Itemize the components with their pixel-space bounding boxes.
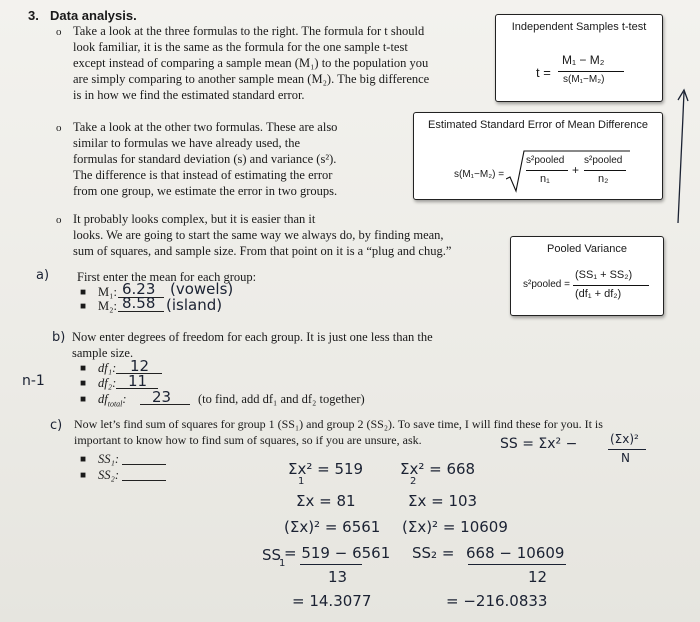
part-b-marker: b): [52, 330, 66, 345]
paragraph-3-line-2: looks. We are going to start the same way we always do, by finding mean,: [73, 228, 444, 242]
dftotal-value[interactable]: 23: [152, 388, 172, 406]
ss-formula-den: N: [621, 451, 630, 465]
part-c-prompt: Now let’s find sum of squares for group 1 (SS₁) and group 2 (SS₂). To save time, I will find these for you. It is: [74, 417, 603, 431]
ss1-denominator: 13: [328, 568, 348, 586]
ss2-denominator: 12: [528, 568, 548, 586]
m2-label: M₂:: [98, 299, 117, 313]
pooled-variance-box-title: Pooled Variance: [547, 243, 627, 255]
paragraph-3-line-3: sum of squares, and sample size. From that point on it is a “plug and chug.”: [73, 244, 452, 258]
bullet-circle: o: [56, 214, 62, 226]
plus-sign: +: [572, 163, 580, 177]
pooled-variance-formula-box: [510, 236, 664, 316]
paragraph-1-line-5: is in how we find the estimated standard error.: [73, 88, 305, 102]
bullet-square: ■: [80, 470, 87, 481]
group2-sum: Σx = 103: [408, 492, 478, 510]
ss2-result: = −216.0833: [446, 592, 548, 610]
part-a-marker: a): [36, 268, 50, 283]
bullet-square: ■: [80, 301, 87, 312]
group2-subscript: 2: [410, 476, 417, 487]
se-term2-den: n₂: [598, 173, 609, 185]
paragraph-2-line-3: formulas for standard deviation (s) and variance (s²).: [73, 152, 337, 166]
part-c-marker: c): [50, 418, 63, 433]
paragraph-1-line-1: Take a look at the three formulas to the right. The formula for t should: [73, 24, 425, 38]
paragraph-2-line-2: similar to formulas we have already used, the: [73, 136, 301, 150]
df1-value[interactable]: 12: [130, 357, 150, 375]
group1-sum-of-squares: Σx² = 519: [288, 460, 364, 478]
fraction-bar: [584, 170, 626, 171]
group2-squared-sum: (Σx)² = 10609: [402, 518, 508, 536]
bullet-square: ■: [80, 454, 87, 465]
paragraph-2-line-5: from one group, we estimate the error in two groups.: [73, 184, 338, 198]
part-a-prompt: First enter the mean for each group:: [77, 270, 257, 284]
se-term2-num: s²pooled: [584, 155, 623, 166]
paragraph-1-line-3: except instead of comparing a sample mean (M₁) to the population you: [73, 56, 429, 70]
fraction-bar: [573, 285, 649, 286]
bullet-square: ■: [80, 394, 87, 405]
paragraph-3-line-1: It probably looks complex, but it is easier than it: [73, 212, 316, 226]
t-numerator: M₁ − M₂: [562, 53, 605, 67]
ss-formula-num: (Σx)²: [610, 432, 639, 446]
part-c-prompt-2: important to know how to find sum of squares, so if you are unsure, ask.: [74, 433, 422, 447]
ss2-label: SS₂:: [98, 468, 120, 482]
section-title: Data analysis.: [50, 8, 137, 23]
bullet-square: ■: [80, 287, 87, 298]
standard-error-box-title: Estimated Standard Error of Mean Difference: [428, 119, 648, 131]
se-lhs: s(M₁−M₂) =: [454, 169, 505, 180]
se-term1-den: n₁: [540, 173, 550, 185]
df1-label: df₁:: [98, 361, 117, 375]
paragraph-1-line-2: look familiar, it is the same as the formula for the one sample t-test: [73, 40, 408, 54]
standard-error-formula-box: [413, 112, 663, 200]
ss1-subscript: 1: [279, 558, 286, 569]
t-equals: t =: [536, 65, 551, 80]
group2-sum-of-squares: Σx² = 668: [400, 460, 476, 478]
bullet-circle: o: [56, 122, 62, 134]
dftotal-hint: (to find, add df₁ and df₂ together): [198, 392, 365, 406]
ss-formula-lhs: SS = Σx² −: [500, 436, 578, 452]
dftotal-subscript: total: [107, 399, 123, 409]
bullet-square: ■: [80, 378, 87, 389]
m1-label: M₁:: [98, 285, 117, 299]
ss1-numerator: = 519 − 6561: [284, 544, 391, 562]
ss1-lhs: SS: [262, 546, 282, 564]
bullet-square: ■: [80, 363, 87, 374]
m1-note: (vowels): [170, 280, 234, 298]
bullet-circle: o: [56, 26, 62, 38]
ss1-result: = 14.3077: [292, 592, 372, 610]
paragraph-2-line-4: The difference is that instead of estimating the error: [73, 168, 333, 182]
t-test-formula-box: [495, 14, 663, 102]
df2-label: df₂:: [98, 376, 117, 390]
ss2-blank[interactable]: [122, 480, 166, 481]
paragraph-2-line-1: Take a look at the other two formulas. These are also: [73, 120, 338, 134]
curved-arrow-icon: [660, 78, 690, 228]
section-number: 3.: [28, 8, 39, 23]
group1-subscript: 1: [298, 476, 305, 487]
fraction-bar: [300, 564, 362, 565]
group1-sum: Σx = 81: [296, 492, 356, 510]
fraction-bar: [608, 449, 646, 450]
ss1-label: SS₁:: [98, 452, 120, 466]
pooled-denominator: (df₁ + df₂): [575, 288, 622, 300]
paragraph-1-line-4: are simply comparing to another sample mean (M₂). The big difference: [73, 72, 430, 86]
t-denominator: s(M₁−M₂): [563, 74, 605, 85]
ss1-blank[interactable]: [122, 464, 166, 465]
fraction-bar: [468, 564, 566, 565]
dftotal-label: $df_{total}$:: [98, 392, 127, 409]
df2-value[interactable]: 11: [128, 372, 148, 390]
n-minus-one-note: n-1: [22, 373, 45, 389]
ss2-lhs: SS₂ =: [412, 544, 455, 562]
pooled-numerator: (SS₁ + SS₂): [575, 269, 633, 281]
part-b-prompt: Now enter degrees of freedom for each group. It is just one less than the: [72, 330, 433, 344]
m1-value[interactable]: 6.23: [122, 280, 156, 298]
group1-squared-sum: (Σx)² = 6561: [284, 518, 381, 536]
se-term1-num: s²pooled: [526, 155, 565, 166]
m2-note: (island): [166, 296, 223, 314]
pooled-lhs: s²pooled =: [523, 279, 570, 290]
ss2-numerator: 668 − 10609: [466, 544, 565, 562]
fraction-bar: [526, 170, 568, 171]
m2-value[interactable]: 8.58: [122, 294, 156, 312]
t-test-box-title: Independent Samples t-test: [511, 21, 647, 33]
fraction-bar: [558, 71, 624, 72]
part-b-prompt-2: sample size.: [72, 346, 134, 360]
